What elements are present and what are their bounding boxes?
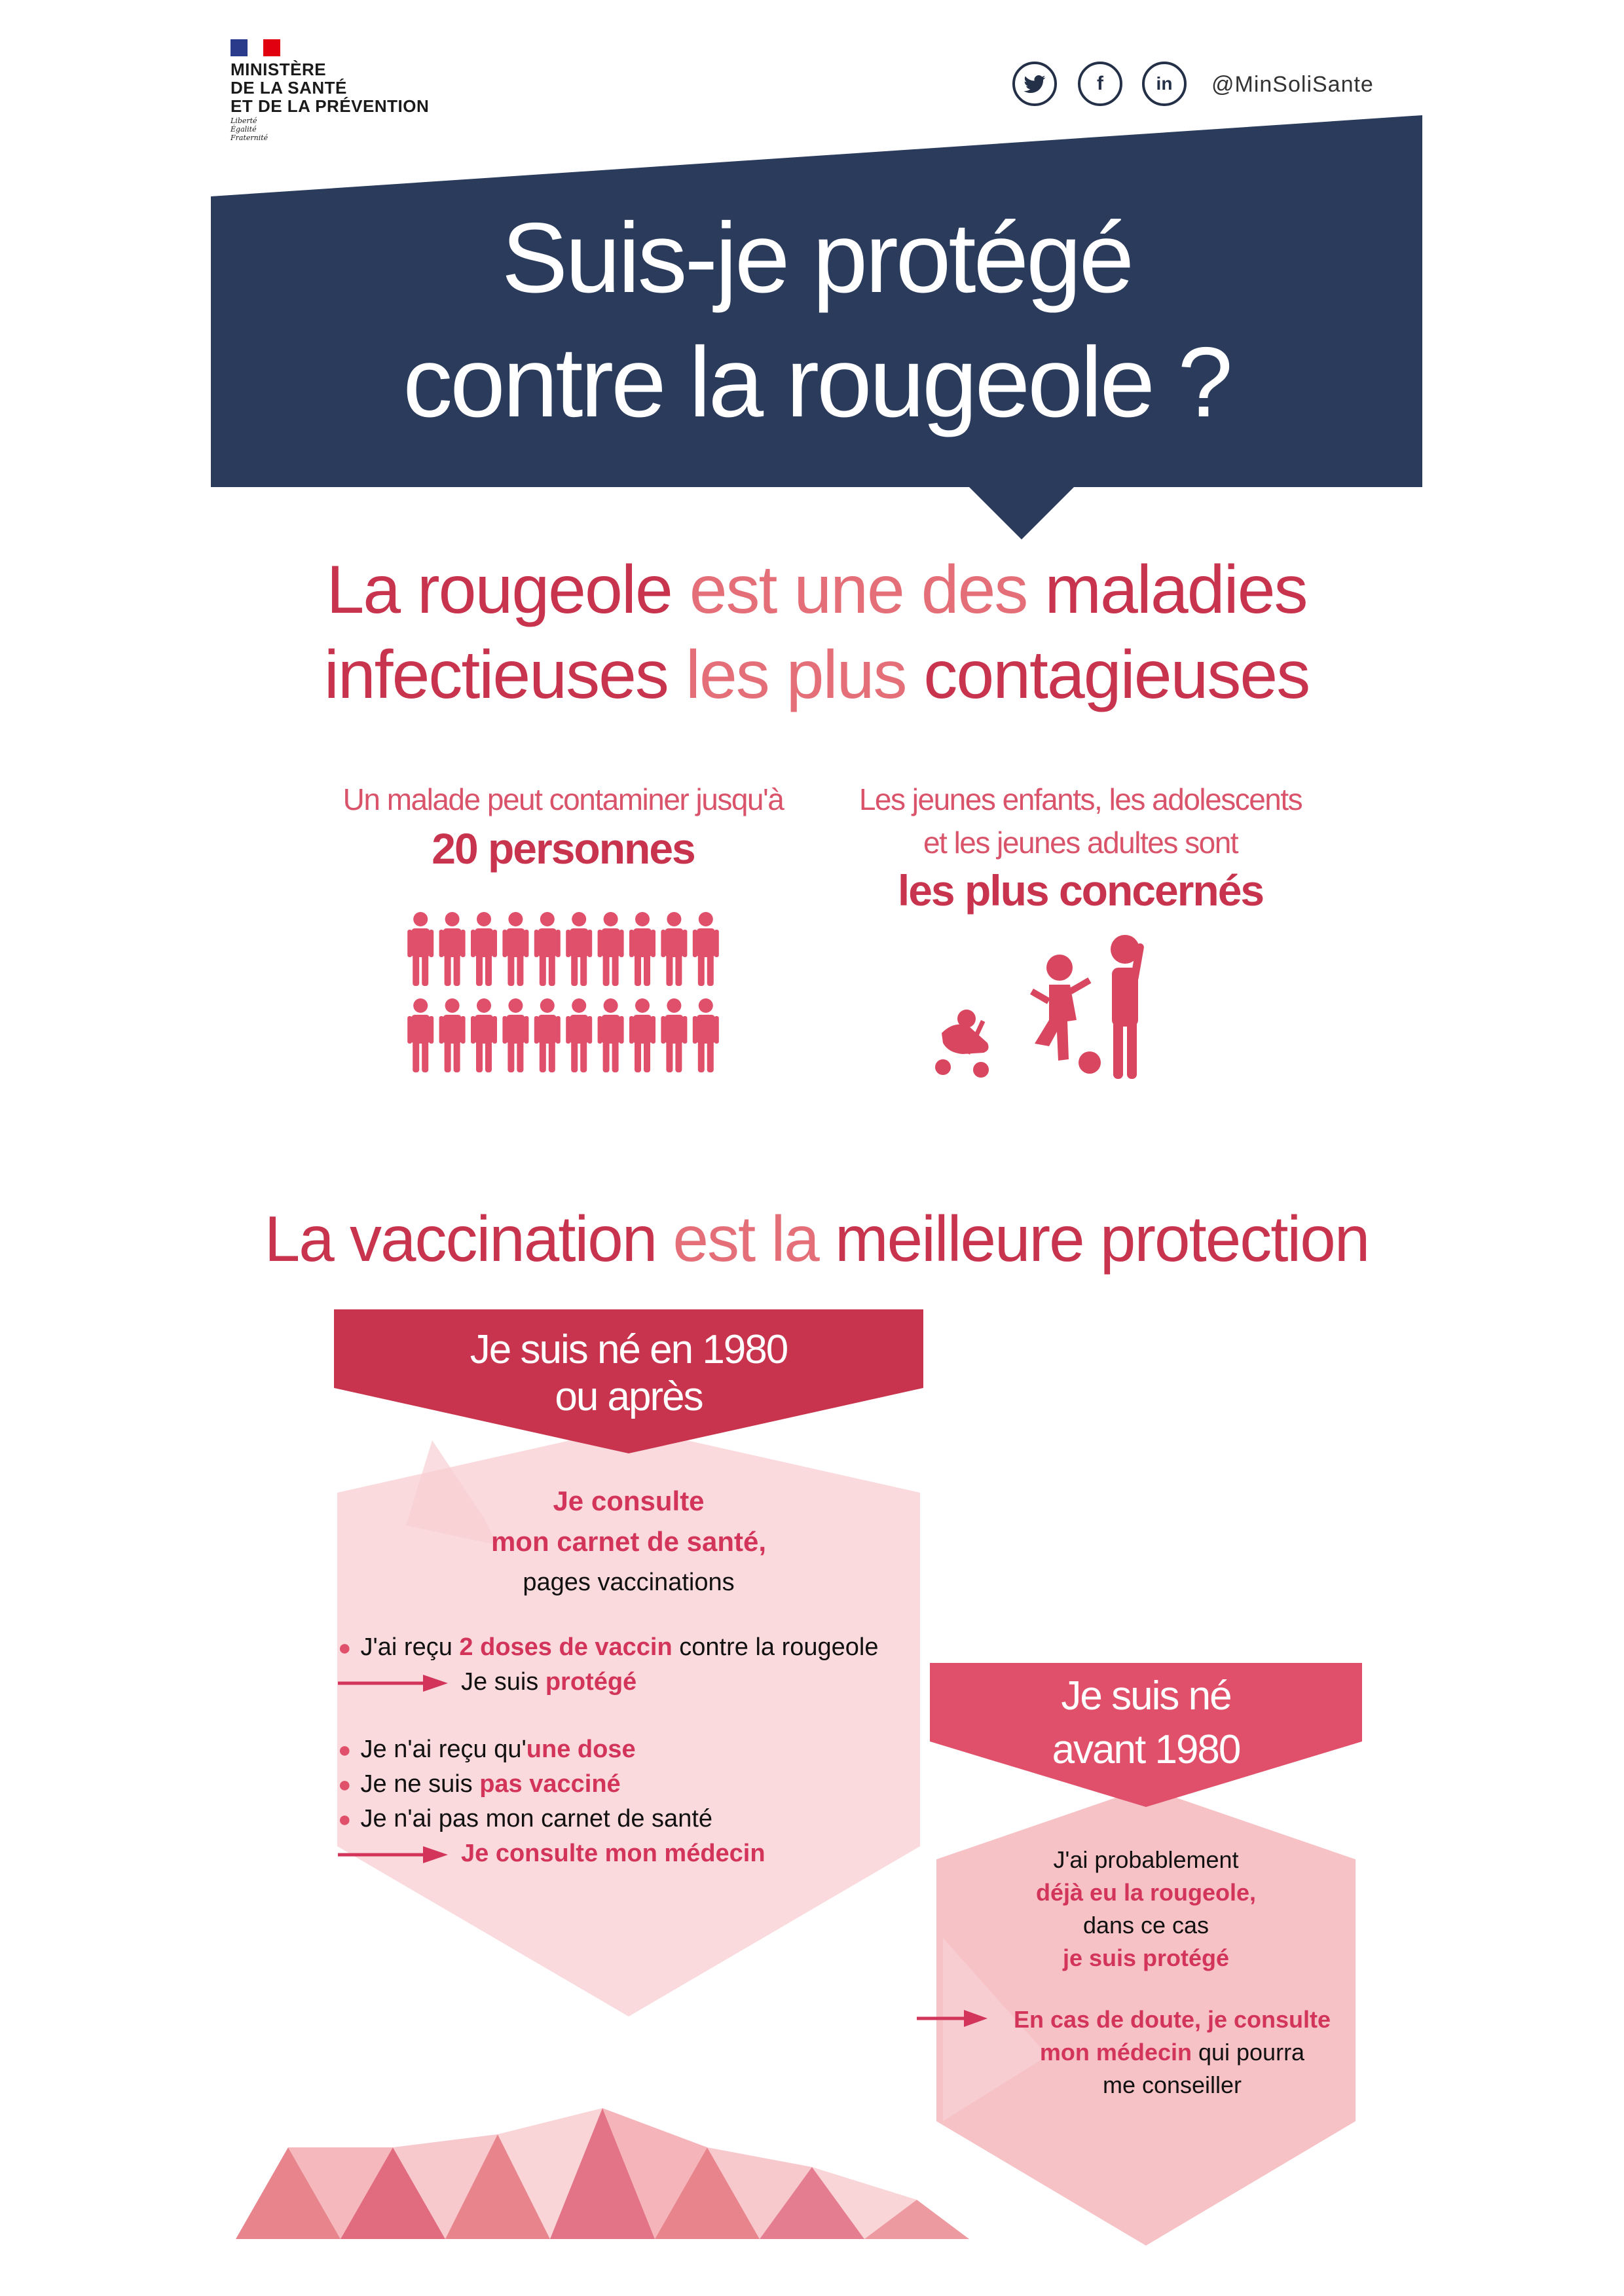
- twitter-handle[interactable]: @MinSoliSante: [1211, 72, 1374, 97]
- person-icon: [439, 912, 466, 986]
- arrow-right-icon: [338, 1673, 449, 1693]
- person-icon: [566, 998, 592, 1072]
- contamination-highlight: 20 personnes: [432, 824, 695, 873]
- page-title-line1: Suis-je protégé: [501, 202, 1132, 314]
- intro-heading-line2: infectieuses les plus contagieuses: [323, 637, 1310, 713]
- person-icon: [629, 998, 655, 1072]
- person-icon: [661, 912, 687, 986]
- motto-line: Fraternité: [231, 134, 268, 142]
- before-1980-advice: En cas de doute, je consulte mon médecin qui pourra me conseiller: [1013, 2006, 1331, 2098]
- after-1980-case-two-doses: ● J'ai reçu 2 doses de vaccin contre la rougeole Je suis protégé: [338, 1633, 879, 1696]
- person-icon: [629, 912, 655, 986]
- after-1980-title: [327, 1326, 930, 1421]
- page-title-line2: contre la rougeole ?: [403, 327, 1230, 438]
- age-groups-line2: et les jeunes adultes sont: [923, 826, 1238, 860]
- ministry-line: ET DE LA PRÉVENTION: [231, 96, 430, 116]
- person-icon: [534, 912, 561, 986]
- arrow-right-icon: [917, 2009, 989, 2028]
- person-icon: [534, 998, 561, 1072]
- intro-heading-line1: La rougeole est une des maladies: [326, 552, 1307, 628]
- person-icon: [407, 912, 434, 986]
- ministry-line: MINISTÈRE: [231, 60, 327, 79]
- teenager-icon: [1111, 935, 1145, 1079]
- person-icon: [439, 998, 466, 1072]
- after-1980-case-not-protected: ● Je n'ai reçu qu'une dose ● Je ne suis pas vacciné ● Je n'ai pas mon carnet de santé Je consulte mon médecin: [338, 1736, 766, 1867]
- person-icon: [407, 998, 434, 1072]
- age-groups-illustration: [929, 928, 1177, 1085]
- linkedin-icon[interactable]: in: [1142, 62, 1187, 106]
- consult-health-record: Je consulte mon carnet de santé, pages vaccinations: [490, 1485, 767, 1596]
- age-groups-highlight: les plus concernés: [897, 866, 1264, 915]
- person-icon: [471, 998, 497, 1072]
- after-1980-title-line: Je suis né en 1980: [470, 1327, 788, 1372]
- person-icon: [566, 912, 592, 986]
- person-icon: [598, 912, 624, 986]
- before-1980-title-line: avant 1980: [1052, 1727, 1240, 1772]
- person-icon: [471, 912, 497, 986]
- person-icon: [693, 912, 719, 986]
- after-1980-title-line: ou après: [555, 1374, 703, 1419]
- before-1980-text: J'ai probablement déjà eu la rougeole, dans ce cas je suis protégé: [1035, 1846, 1257, 1971]
- contamination-text: Un malade peut contaminer jusqu'à: [342, 782, 784, 816]
- person-icon: [598, 998, 624, 1072]
- person-icon: [693, 998, 719, 1072]
- motto-line: Liberté: [231, 117, 257, 125]
- stroller-baby-icon: [935, 1010, 989, 1078]
- before-1980-title-line: Je suis né: [1061, 1673, 1231, 1719]
- intro-heading: [211, 547, 1422, 718]
- age-groups-line1: Les jeunes enfants, les adolescents: [858, 782, 1302, 816]
- child-playing-ball-icon: [1030, 955, 1101, 1074]
- ministry-line: DE LA SANTÉ: [231, 78, 347, 98]
- facebook-icon[interactable]: f: [1078, 62, 1122, 106]
- person-icon: [502, 912, 528, 986]
- arrow-right-icon: [338, 1845, 449, 1865]
- people-grid: [405, 911, 722, 1074]
- person-icon: [661, 998, 687, 1072]
- person-icon: [502, 998, 528, 1072]
- motto-line: Égalité: [231, 125, 257, 134]
- decorative-triangles: [236, 2108, 1008, 2239]
- vaccination-heading: La vaccination est la meilleure protection: [264, 1203, 1369, 1275]
- before-1980-title: [930, 1669, 1362, 1777]
